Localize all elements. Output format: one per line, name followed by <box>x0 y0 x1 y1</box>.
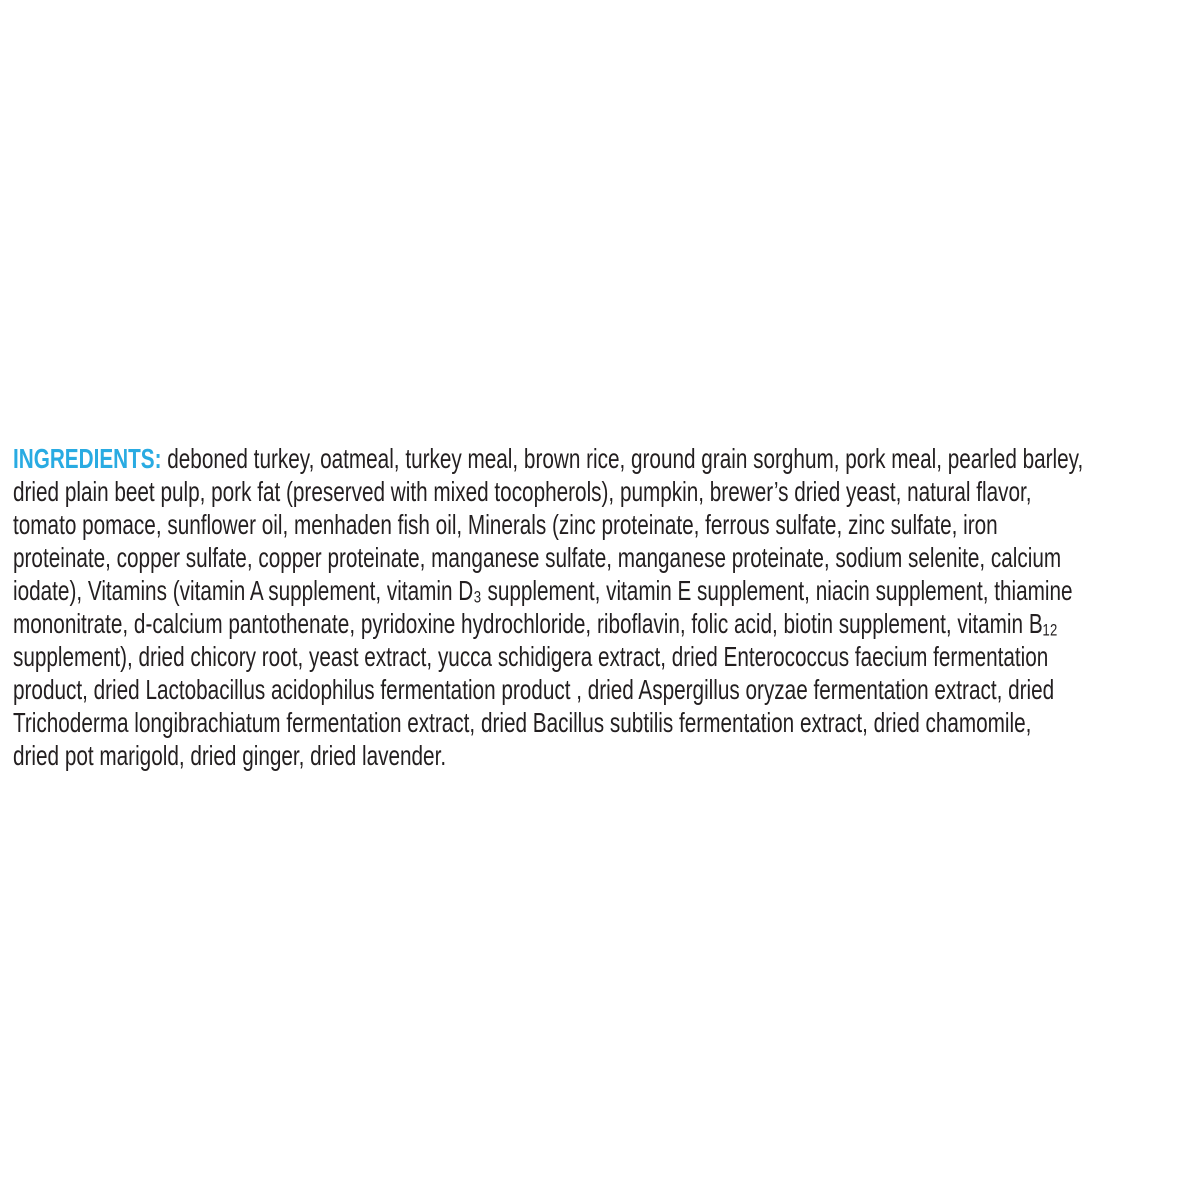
ingredients-line-text: iodate), Vitamins (vitamin A supplement, vitamin D₃ supplement, vitamin E supplement, niacin supplement, thiamine <box>13 575 1073 606</box>
ingredients-line-text: dried plain beet pulp, pork fat (preserved with mixed tocopherols), pumpkin, brewer’s dried yeast, natural flavor, <box>13 476 1032 507</box>
ingredients-line-text: Trichoderma longibrachiatum fermentation extract, dried Bacillus subtilis fermentation extract, dried chamomile, <box>13 707 1032 738</box>
ingredients-line-text: deboned turkey, oatmeal, turkey meal, brown rice, ground grain sorghum, pork meal, pearled barley, <box>161 443 1084 474</box>
ingredients-line <box>13 607 1197 640</box>
ingredients-line-text: dried pot marigold, dried ginger, dried lavender. <box>13 740 447 771</box>
ingredients-heading: INGREDIENTS: <box>13 443 162 474</box>
ingredients-line <box>13 442 1197 475</box>
ingredients-line <box>13 541 1197 574</box>
ingredients-paragraph <box>13 442 1197 772</box>
ingredients-line-text: tomato pomace, sunflower oil, menhaden fish oil, Minerals (zinc proteinate, ferrous sulfate, zinc sulfate, iron <box>13 509 998 540</box>
ingredients-line <box>13 640 1197 673</box>
ingredients-line-text: proteinate, copper sulfate, copper proteinate, manganese sulfate, manganese proteinate, sodium selenite, calcium <box>13 542 1062 573</box>
ingredients-line-text: product, dried Lactobacillus acidophilus fermentation product , dried Aspergillus oryzae fermentation extract, dried <box>13 674 1055 705</box>
ingredients-line-text: mononitrate, d-calcium pantothenate, pyridoxine hydrochloride, riboflavin, folic acid, biotin supplement, vitamin B₁₂ <box>13 608 1058 639</box>
ingredients-line <box>13 508 1197 541</box>
ingredients-line <box>13 574 1197 607</box>
ingredients-line-text: supplement), dried chicory root, yeast extract, yucca schidigera extract, dried Enterococcus faecium fermentation <box>13 641 1049 672</box>
ingredients-line <box>13 673 1197 706</box>
ingredients-line <box>13 706 1197 739</box>
ingredients-line <box>13 475 1197 508</box>
ingredients-line <box>13 739 1197 772</box>
